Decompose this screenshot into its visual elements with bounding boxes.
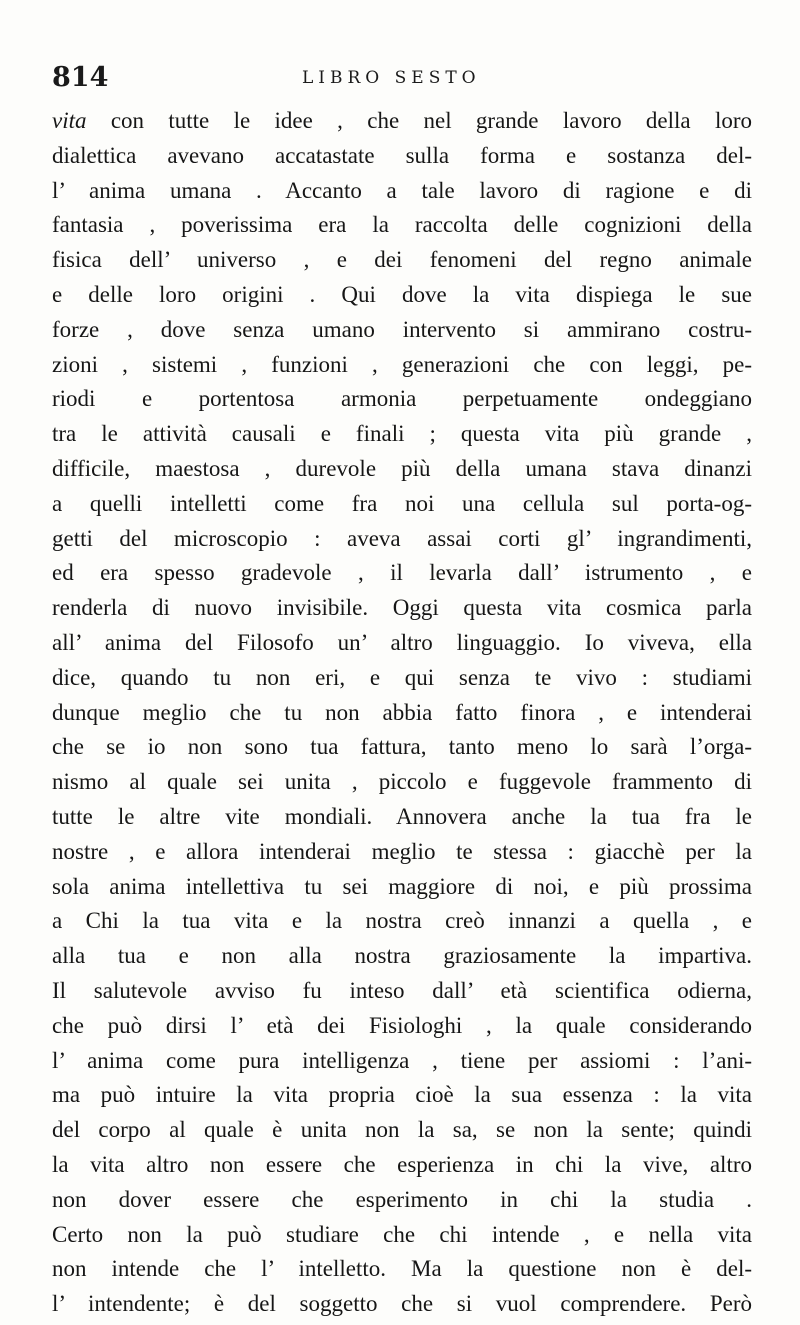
text-line: dunque meglio che tu non abbia fatto finora , e intenderai — [52, 699, 752, 725]
page-header — [52, 62, 752, 102]
text-line: Certo non la può studiare che chi intende , e nella vita — [52, 1221, 752, 1247]
text-line: che se io non sono tua fattura, tanto meno lo sarà l’orga- — [52, 734, 752, 760]
text-line: dice, quando tu non eri, e qui senza te vivo : studiami — [52, 664, 752, 690]
text-line: ma può intuire la vita propria cioè la sua essenza : la vita — [52, 1082, 752, 1108]
running-title: LIBRO SESTO — [302, 68, 481, 88]
text-line: forze , dove senza umano intervento si ammirano costru- — [52, 316, 752, 342]
text-line: non intende che l’ intelletto. Ma la questione non è del- — [52, 1256, 752, 1282]
text-line: tra le attività causali e finali ; questa vita più grande , — [52, 421, 752, 447]
text-line: che può dirsi l’ età dei Fisiologhi , la quale considerando — [52, 1012, 752, 1038]
text-line: fisica dell’ universo , e dei fenomeni del regno animale — [52, 247, 752, 273]
text-line: all’ anima del Filosofo un’ altro linguaggio. Io viveva, ella — [52, 629, 752, 655]
text-line — [52, 104, 752, 139]
text-line: l’ anima come pura intelligenza , tiene per assiomi : l’ani- — [52, 1047, 752, 1073]
body-text — [52, 104, 752, 1322]
text-line-rest: con tutte le idee , che nel grande lavoro della loro — [86, 108, 752, 133]
text-line: fantasia , poverissima era la raccolta delle cognizioni della — [52, 212, 752, 238]
text-line: la vita altro non essere che esperienza in chi la vive, altro — [52, 1151, 752, 1177]
text-line: ed era spesso gradevole , il levarla dall’ istrumento , e — [52, 560, 752, 586]
text-line: a Chi la tua vita e la nostra creò innanzi a quella , e — [52, 908, 752, 934]
text-line: renderla di nuovo invisibile. Oggi questa vita cosmica parla — [52, 595, 752, 621]
text-line: sola anima intellettiva tu sei maggiore di noi, e più prossima — [52, 873, 752, 899]
text-line: e delle loro origini . Qui dove la vita dispiega le sue — [52, 281, 752, 307]
text-line: del corpo al quale è unita non la sa, se non la sente; quindi — [52, 1117, 752, 1143]
text-line: nismo al quale sei unita , piccolo e fuggevole frammento di — [52, 769, 752, 795]
text-line: getti del microscopio : aveva assai corti gl’ ingrandimenti, — [52, 525, 752, 551]
text-line: alla tua e non alla nostra graziosamente la impartiva. — [52, 943, 752, 969]
text-line: dialettica avevano accatastate sulla forma e sostanza del- — [52, 142, 752, 168]
text-line: difficile, maestosa , durevole più della umana stava dinanzi — [52, 455, 752, 481]
text-line: l’ intendente; è del soggetto che si vuol comprendere. Però — [52, 1291, 752, 1317]
text-line: Il salutevole avviso fu inteso dall’ età scientifica odierna, — [52, 977, 752, 1003]
text-line: riodi e portentosa armonia perpetuamente ondeggiano — [52, 386, 752, 412]
text-line: a quelli intelletti come fra noi una cellula sul porta-og- — [52, 490, 752, 516]
italic-word: vita — [52, 108, 87, 133]
text-line: non dover essere che esperimento in chi la studia . — [52, 1186, 752, 1212]
text-line: nostre , e allora intenderai meglio te stessa : giacchè per la — [52, 838, 752, 864]
text-line: zioni , sistemi , funzioni , generazioni che con leggi, pe- — [52, 351, 752, 377]
text-line: l’ anima umana . Accanto a tale lavoro di ragione e di — [52, 177, 752, 203]
page-number: 814 — [52, 62, 109, 93]
text-line: tutte le altre vite mondiali. Annovera anche la tua fra le — [52, 803, 752, 829]
